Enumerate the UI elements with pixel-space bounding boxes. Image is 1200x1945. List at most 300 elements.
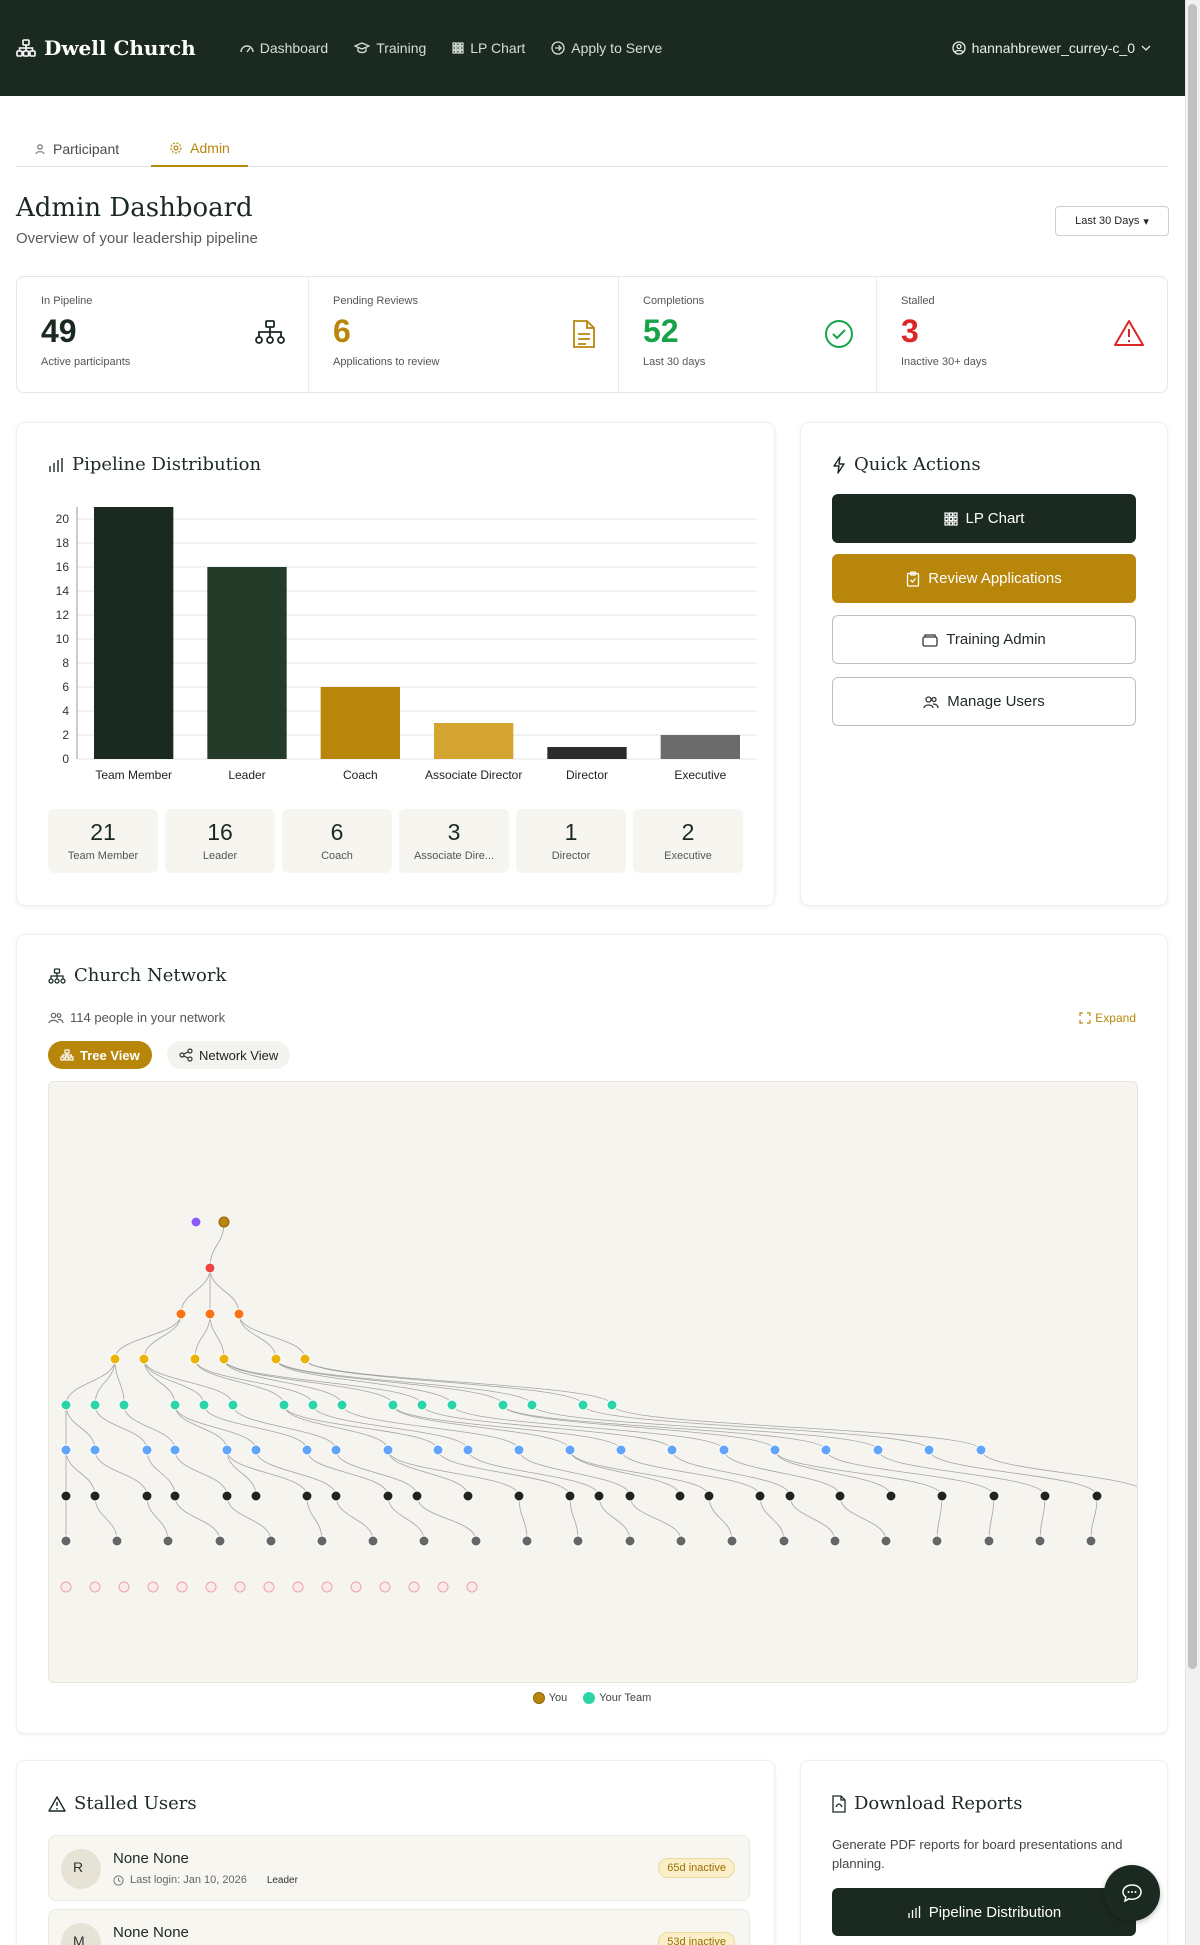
tree-node-gray <box>779 1536 789 1546</box>
tree-edge <box>210 1268 239 1314</box>
tab-admin-label: Admin <box>190 139 230 156</box>
tree-edge <box>878 1450 1045 1496</box>
tree-node-team <box>498 1400 508 1410</box>
arrow-circle-icon <box>551 41 565 55</box>
tree-edge <box>775 1450 891 1496</box>
tree-node-yellow <box>300 1354 310 1364</box>
inactive-badge: 53d inactive <box>658 1932 735 1945</box>
summary-label: Team Member <box>67 850 139 862</box>
training-admin-button[interactable] <box>832 615 1136 664</box>
tree-node-team <box>447 1400 457 1410</box>
tree-node-team <box>607 1400 617 1410</box>
scrollbar[interactable] <box>1185 0 1200 1945</box>
summary-box <box>516 809 626 873</box>
tree-edge <box>144 1314 181 1359</box>
stat-completions <box>619 277 877 392</box>
tree-node-gray <box>317 1536 327 1546</box>
tree-node-dark <box>785 1491 795 1501</box>
tree-edge <box>95 1405 147 1450</box>
tree-edge <box>95 1359 115 1405</box>
gear-icon <box>169 141 183 155</box>
user-menu[interactable] <box>952 40 1151 56</box>
tree-node-team <box>527 1400 537 1410</box>
tree-edge <box>1040 1496 1045 1541</box>
tab-admin[interactable] <box>151 130 248 167</box>
summary-value: 21 <box>90 819 116 845</box>
tree-node-blue <box>61 1445 71 1455</box>
tree-edge <box>144 1359 175 1405</box>
tree-node-red <box>205 1263 215 1273</box>
tree-edge <box>760 1496 784 1541</box>
tree-node-orange <box>234 1309 244 1319</box>
stat-label: Pending Reviews <box>333 295 418 307</box>
org-chart-icon <box>60 1049 74 1061</box>
bar <box>661 735 740 759</box>
lp-chart-button[interactable] <box>832 494 1136 543</box>
tree-node-blue <box>433 1445 443 1455</box>
tree-node-pending <box>293 1582 303 1592</box>
tree-node-dark <box>222 1491 232 1501</box>
tree-node-team <box>90 1400 100 1410</box>
tab-participant[interactable] <box>16 130 137 167</box>
summary-label: Coach <box>321 850 353 862</box>
summary-value: 2 <box>681 819 695 845</box>
legend-you <box>533 1692 568 1704</box>
tree-node-dark <box>755 1491 765 1501</box>
tree-edge <box>66 1359 115 1405</box>
stalled-title <box>48 1793 197 1814</box>
network-tree-canvas[interactable] <box>48 1081 1138 1683</box>
brand[interactable] <box>16 36 196 60</box>
network-view-label: Network View <box>199 1047 279 1063</box>
stalled-users-card <box>16 1760 775 1945</box>
tree-node-blue <box>90 1445 100 1455</box>
tree-node-dark <box>142 1491 152 1501</box>
chevron-down-icon <box>1141 44 1151 52</box>
stat-label: Stalled <box>901 295 935 307</box>
tree-node-gray <box>368 1536 378 1546</box>
summary-box <box>633 809 743 873</box>
tree-node-blue <box>565 1445 575 1455</box>
tree-node-pending <box>467 1582 477 1592</box>
legend-team-swatch <box>583 1692 595 1704</box>
nav-lp-chart-label: LP Chart <box>470 40 526 56</box>
tree-node-dark <box>1092 1491 1102 1501</box>
pipeline-title <box>48 454 261 475</box>
tree-node-blue <box>514 1445 524 1455</box>
tree-node-dark <box>594 1491 604 1501</box>
tree-node-dark <box>61 1491 71 1501</box>
summary-label: Executive <box>664 850 712 862</box>
reports-title-text: Download Reports <box>854 1793 1023 1814</box>
tree-node-team <box>228 1400 238 1410</box>
tree-node-yellow <box>139 1354 149 1364</box>
manage-users-button[interactable] <box>832 677 1136 726</box>
tree-node-pending <box>206 1582 216 1592</box>
x-tick-label: Executive <box>674 768 727 782</box>
tree-edge <box>981 1450 1138 1496</box>
date-range-select[interactable] <box>1055 206 1169 236</box>
tree-node-team <box>61 1400 71 1410</box>
tree-node-blue <box>667 1445 677 1455</box>
grid-icon <box>944 512 958 526</box>
tree-node-blue <box>873 1445 883 1455</box>
y-tick-label: 10 <box>55 632 69 646</box>
tree-node-gray <box>625 1536 635 1546</box>
tree-node-team <box>119 1400 129 1410</box>
tree-node-pending <box>90 1582 100 1592</box>
y-tick-label: 2 <box>62 728 69 742</box>
stat-label: Completions <box>643 295 705 307</box>
tree-edge <box>181 1268 210 1314</box>
expand-label: Expand <box>1095 1011 1136 1025</box>
tree-edge <box>388 1450 519 1496</box>
tree-node-dark <box>937 1491 947 1501</box>
tree-node-dark <box>514 1491 524 1501</box>
tree-node-pending <box>61 1582 71 1592</box>
tree-node-pending <box>438 1582 448 1592</box>
tab-participant-label: Participant <box>53 140 120 157</box>
bar <box>94 507 173 759</box>
reports-description: Generate PDF reports for board presentations and planning. <box>832 1837 1123 1871</box>
tree-edge <box>570 1496 578 1541</box>
tree-edge <box>630 1496 681 1541</box>
pipeline-title-text: Pipeline Distribution <box>72 454 262 475</box>
tree-node-dark <box>1040 1491 1050 1501</box>
share-icon <box>179 1048 193 1062</box>
tree-node-team <box>170 1400 180 1410</box>
tree-node-team <box>279 1400 289 1410</box>
tree-node-dark <box>886 1491 896 1501</box>
grid-icon <box>452 42 464 54</box>
tree-edge <box>239 1314 276 1359</box>
tree-node-purple <box>191 1217 201 1227</box>
network-tree[interactable] <box>49 1082 1138 1683</box>
stalled-user-row[interactable] <box>48 1835 750 1901</box>
tree-edge <box>775 1450 942 1496</box>
tree-node-gray <box>676 1536 686 1546</box>
tree-node-gray <box>215 1536 225 1546</box>
tree-node-blue <box>616 1445 626 1455</box>
caret-down-icon: ▾ <box>1143 215 1149 228</box>
tree-node-gray <box>61 1536 71 1546</box>
summary-label: Leader <box>202 850 238 862</box>
tree-edge <box>227 1450 256 1496</box>
bar <box>547 747 626 759</box>
stalled-user-meta <box>113 1874 298 1886</box>
bar-chart-icon <box>48 457 64 473</box>
tree-edge <box>388 1496 424 1541</box>
page-subtitle: Overview of your leadership pipeline <box>16 230 258 247</box>
pipeline-summary <box>48 809 743 873</box>
stat-value: 49 <box>41 313 77 349</box>
tree-node-dark <box>331 1491 341 1501</box>
tree-edge <box>284 1405 388 1450</box>
summary-value: 3 <box>447 819 461 845</box>
legend-team-label: Your Team <box>599 1692 652 1704</box>
tree-node-yellow <box>190 1354 200 1364</box>
tree-edge <box>195 1314 210 1359</box>
page-title: Admin Dashboard <box>16 193 253 223</box>
tree-node-yellow <box>271 1354 281 1364</box>
y-tick-label: 4 <box>62 704 69 718</box>
x-tick-label: Coach <box>342 768 378 782</box>
graduation-cap-icon <box>354 42 370 54</box>
tree-edge <box>66 1450 95 1496</box>
tree-node-pending <box>177 1582 187 1592</box>
tree-node-team <box>199 1400 209 1410</box>
pipeline-distribution-report-button[interactable] <box>832 1888 1136 1936</box>
last-login: Last login: Jan 10, 2026 <box>130 1874 247 1886</box>
tree-edge <box>210 1314 224 1359</box>
stat-value: 52 <box>643 313 679 349</box>
legend-team <box>583 1692 651 1704</box>
tree-node-blue <box>302 1445 312 1455</box>
summary-box <box>48 809 158 873</box>
tree-node-team <box>308 1400 318 1410</box>
role-tabs <box>16 130 1168 167</box>
summary-label: Director <box>551 850 591 862</box>
top-nav <box>0 0 1185 96</box>
nav-apply-to-serve[interactable] <box>551 40 662 56</box>
tree-node-blue <box>170 1445 180 1455</box>
stalled-user-row[interactable] <box>48 1909 750 1945</box>
tree-node-gray <box>419 1536 429 1546</box>
tree-node-dark <box>90 1491 100 1501</box>
x-tick-label: Team Member <box>95 768 173 782</box>
summary-value: 6 <box>330 819 344 845</box>
tree-node-team <box>388 1400 398 1410</box>
warning-icon <box>48 1796 66 1812</box>
y-tick-label: 14 <box>55 584 69 598</box>
tree-edge <box>239 1314 305 1359</box>
pdf-file-icon <box>832 1795 846 1813</box>
tree-node-gray <box>727 1536 737 1546</box>
tree-edge <box>210 1222 224 1268</box>
nav-lp-chart[interactable] <box>452 40 525 56</box>
tree-node-dark <box>675 1491 685 1501</box>
tree-edge <box>570 1450 680 1496</box>
tree-edge <box>307 1496 322 1541</box>
stat-value: 3 <box>901 313 919 349</box>
stalled-user-name: None None <box>113 1850 189 1867</box>
bar <box>207 567 286 759</box>
tree-node-gray <box>573 1536 583 1546</box>
y-tick-label: 0 <box>62 752 69 766</box>
check-circle-icon <box>824 319 854 349</box>
tree-node-yellow <box>219 1354 229 1364</box>
tree-edge <box>468 1450 599 1496</box>
y-tick-label: 20 <box>55 512 69 526</box>
stat-stalled <box>877 277 1167 392</box>
network-count-text: 114 people in your network <box>70 1010 226 1025</box>
date-range-value: Last 30 Days <box>1075 215 1140 227</box>
legend-you-swatch <box>533 1692 545 1704</box>
summary-box <box>399 809 509 873</box>
tree-node-blue <box>331 1445 341 1455</box>
tree-node-orange <box>205 1309 215 1319</box>
role-tag: Leader <box>266 1874 298 1886</box>
nav-training[interactable] <box>354 40 426 56</box>
tree-edge <box>95 1496 117 1541</box>
quick-actions-title <box>832 454 981 475</box>
tree-node-pending <box>119 1582 129 1592</box>
download-reports-card <box>800 1760 1168 1945</box>
chat-bubble-icon <box>1121 1883 1143 1903</box>
nav-training-label: Training <box>376 40 427 56</box>
tree-edge <box>599 1496 630 1541</box>
summary-value: 16 <box>207 819 233 845</box>
y-tick-label: 18 <box>55 536 69 550</box>
tree-node-orange <box>176 1309 186 1319</box>
tree-node-blue <box>976 1445 986 1455</box>
tree-edge <box>204 1405 307 1450</box>
network-title-text: Church Network <box>74 965 227 986</box>
quick-actions-card <box>800 422 1168 906</box>
tree-node-gray <box>932 1536 942 1546</box>
tree-node-pending <box>264 1582 274 1592</box>
tree-edge <box>124 1405 175 1450</box>
chat-button[interactable] <box>1104 1865 1160 1921</box>
bar <box>321 687 400 759</box>
tree-node-gray <box>522 1536 532 1546</box>
stat-value: 6 <box>333 313 351 349</box>
clock-icon <box>113 1875 124 1886</box>
tree-node-gray <box>1086 1536 1096 1546</box>
tree-node-blue <box>770 1445 780 1455</box>
network-legend <box>17 1692 1167 1704</box>
tree-edge <box>144 1359 233 1405</box>
tree-node-gray <box>830 1536 840 1546</box>
nav-dashboard-label: Dashboard <box>259 40 329 56</box>
tree-edge <box>95 1450 147 1496</box>
tree-node-yellow <box>110 1354 120 1364</box>
tree-node-gray <box>266 1536 276 1546</box>
tree-node-blue <box>821 1445 831 1455</box>
review-applications-button[interactable] <box>832 554 1136 603</box>
tree-edge <box>826 1450 994 1496</box>
org-chart-icon <box>16 39 36 57</box>
tree-edge <box>1091 1496 1097 1541</box>
tree-node-dark <box>565 1491 575 1501</box>
stat-pending-reviews <box>309 277 619 392</box>
tree-edge <box>276 1359 452 1405</box>
review-applications-label: Review Applications <box>928 570 1062 587</box>
y-tick-label: 16 <box>55 560 69 574</box>
tree-node-team <box>337 1400 347 1410</box>
tree-node-team <box>417 1400 427 1410</box>
tree-edge <box>503 1405 826 1450</box>
tree-node-gray <box>112 1536 122 1546</box>
user-icon <box>34 143 46 155</box>
tree-node-pending <box>322 1582 332 1592</box>
tree-node-gray <box>881 1536 891 1546</box>
y-tick-label: 12 <box>55 608 69 622</box>
tree-edge <box>709 1496 732 1541</box>
summary-box <box>165 809 275 873</box>
tree-node-dark <box>412 1491 422 1501</box>
tree-edge <box>336 1496 373 1541</box>
tree-edge <box>175 1405 256 1450</box>
tree-edge <box>929 1450 1097 1496</box>
tree-node-dark <box>170 1491 180 1501</box>
legend-you-label: You <box>548 1692 568 1704</box>
tree-node-pending <box>409 1582 419 1592</box>
tree-node-gray <box>471 1536 481 1546</box>
tree-node-blue <box>251 1445 261 1455</box>
tree-edge <box>175 1496 220 1541</box>
tree-edge <box>233 1405 336 1450</box>
stat-note: Applications to review <box>333 356 440 368</box>
x-tick-label: Director <box>565 768 609 782</box>
tree-node-dark <box>989 1491 999 1501</box>
stat-in-pipeline <box>17 277 309 392</box>
pipeline-card <box>16 422 775 906</box>
tree-edge <box>195 1359 313 1405</box>
x-tick-label: Leader <box>228 768 266 782</box>
document-icon <box>572 319 596 349</box>
expand-button[interactable] <box>1079 1011 1136 1025</box>
tree-edge <box>305 1359 612 1405</box>
tree-node-dark <box>463 1491 473 1501</box>
tree-edge <box>417 1496 476 1541</box>
tree-edge <box>175 1450 227 1496</box>
tree-node-dark <box>251 1491 261 1501</box>
tree-edge <box>175 1405 227 1450</box>
network-count <box>48 1010 225 1025</box>
tree-edge <box>147 1496 168 1541</box>
warning-icon <box>1113 319 1145 347</box>
tree-node-you <box>219 1217 229 1227</box>
tree-edge <box>937 1496 942 1541</box>
y-tick-label: 8 <box>62 656 69 670</box>
tree-view-toggle[interactable] <box>48 1041 152 1069</box>
users-icon <box>923 695 939 709</box>
tree-edge <box>227 1496 271 1541</box>
stalled-title-text: Stalled Users <box>74 1793 197 1814</box>
tree-node-dark <box>835 1491 845 1501</box>
tree-node-dark <box>383 1491 393 1501</box>
tree-node-blue <box>383 1445 393 1455</box>
users-icon <box>48 1012 64 1024</box>
bar-chart-icon <box>907 1905 921 1919</box>
network-view-toggle[interactable] <box>167 1041 290 1069</box>
network-icon <box>254 319 286 345</box>
stat-note: Last 30 days <box>643 356 706 368</box>
tray-icon <box>922 633 938 647</box>
stat-label: In Pipeline <box>41 295 93 307</box>
quick-actions-title-text: Quick Actions <box>854 454 981 475</box>
tree-node-pending <box>148 1582 158 1592</box>
reports-title <box>832 1793 1022 1814</box>
stat-note: Inactive 30+ days <box>901 356 987 368</box>
manage-users-label: Manage Users <box>947 693 1045 710</box>
tree-node-blue <box>463 1445 473 1455</box>
org-chart-icon <box>48 968 66 984</box>
tree-node-blue <box>222 1445 232 1455</box>
tree-edge <box>519 1496 527 1541</box>
tree-edge <box>115 1359 124 1405</box>
tree-node-gray <box>163 1536 173 1546</box>
scrollbar-thumb[interactable] <box>1188 4 1197 1669</box>
nav-dashboard[interactable] <box>240 40 329 56</box>
church-network-card <box>16 934 1168 1734</box>
tree-edge <box>284 1405 438 1450</box>
summary-label: Associate Dire... <box>413 850 495 862</box>
summary-box <box>282 809 392 873</box>
avatar: M <box>61 1923 101 1945</box>
tree-edge <box>989 1496 994 1541</box>
